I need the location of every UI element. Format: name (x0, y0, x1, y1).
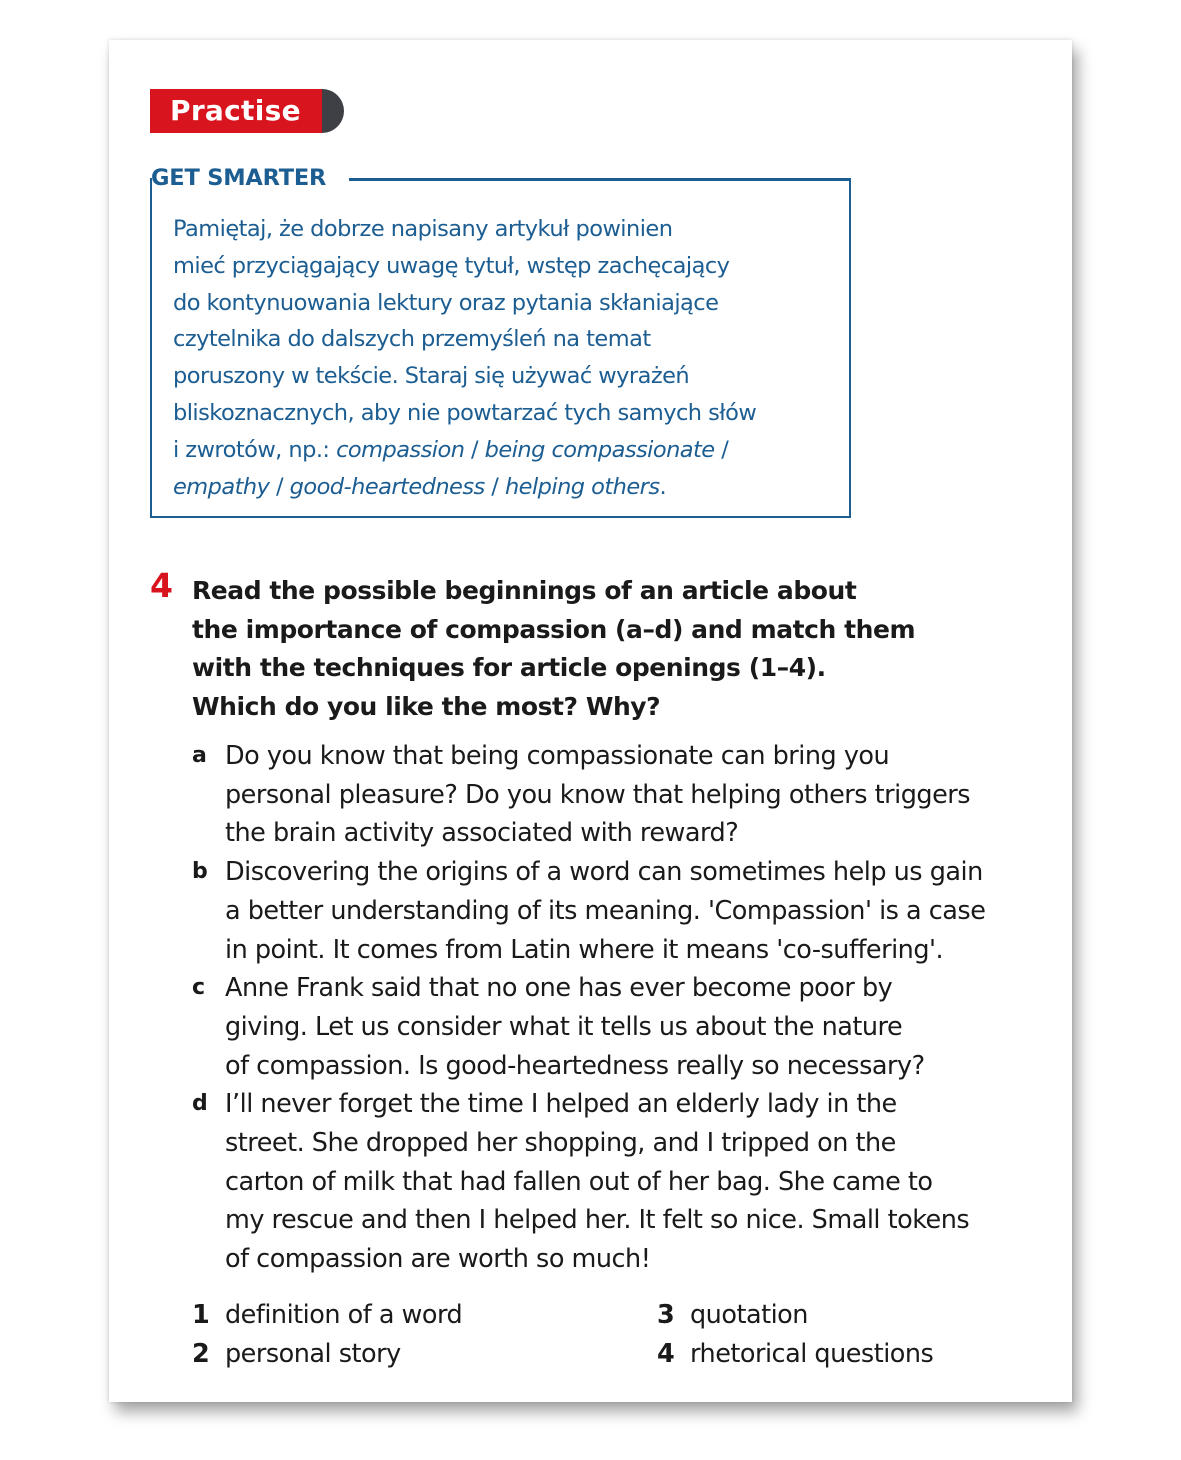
separator: / (269, 473, 290, 500)
exercise-number: 4 (150, 566, 173, 605)
option-line: carton of milk that had fallen out of her bag. She came to (225, 1166, 933, 1197)
technique-number: 4 (657, 1339, 675, 1369)
technique-label: definition of a word (225, 1300, 463, 1330)
technique-number: 2 (192, 1339, 210, 1369)
technique-item (192, 1335, 401, 1374)
option-line: in point. It comes from Latin where it means 'co-suffering'. (225, 934, 944, 965)
example-phrase: helping others (504, 473, 660, 500)
option-line: the brain activity associated with reward? (225, 818, 739, 849)
instruction-line: Read the possible beginnings of an article about (192, 576, 857, 605)
option-c (192, 969, 1052, 1085)
option-line: giving. Let us consider what it tells us about the nature (225, 1011, 903, 1042)
get-smarter-title: GET SMARTER (151, 165, 327, 191)
get-smarter-text (173, 211, 853, 505)
tip-line: czytelnika do dalszych przemyśleń na temat (173, 326, 651, 353)
option-line: of compassion. Is good-heartedness really so necessary? (225, 1050, 925, 1081)
tip-line-examples (173, 469, 853, 506)
instruction-line: the importance of compassion (a–d) and match them (192, 614, 916, 644)
option-line: Anne Frank said that no one has ever become poor by (225, 973, 893, 1004)
option-line: personal pleasure? Do you know that helping others triggers (225, 779, 971, 810)
tip-line-examples (173, 432, 853, 469)
practise-badge (150, 89, 344, 133)
option-letter: b (192, 859, 208, 885)
badge-label: Practise (150, 89, 322, 133)
tip-text: i zwrotów, np.: (173, 436, 337, 463)
technique-number: 3 (657, 1300, 675, 1330)
separator: / (714, 436, 729, 463)
option-line: Do you know that being compassionate can bring you (225, 741, 890, 771)
option-a (192, 737, 1052, 853)
option-letter: a (192, 743, 207, 768)
example-phrase: compassion (336, 436, 465, 463)
get-smarter-top-border (349, 178, 851, 181)
option-d (192, 1085, 1052, 1279)
option-b (192, 853, 1052, 969)
technique-label: personal story (225, 1339, 401, 1369)
separator: / (484, 473, 505, 500)
technique-label: rhetorical questions (690, 1339, 934, 1369)
option-letter: c (192, 975, 205, 1001)
option-line: Discovering the origins of a word can sometimes help us gain (225, 857, 983, 888)
option-line: my rescue and then I helped her. It felt so nice. Small tokens (225, 1205, 970, 1236)
separator: / (464, 436, 485, 463)
example-phrase: good-heartedness (289, 473, 485, 500)
option-line: a better understanding of its meaning. 'Compassion' is a case (225, 895, 986, 926)
instruction-line: Which do you like the most? Why? (192, 692, 661, 722)
tip-line: do kontynuowania lektury oraz pytania skłaniające (173, 289, 719, 316)
option-line: of compassion are worth so much! (225, 1244, 651, 1275)
textbook-page (109, 40, 1072, 1402)
tip-text: . (659, 473, 667, 500)
technique-item (657, 1296, 808, 1335)
example-phrase: empathy (173, 473, 270, 500)
technique-number: 1 (192, 1300, 210, 1330)
technique-item (192, 1296, 462, 1335)
instruction-line: with the techniques for article openings (1–4). (192, 653, 826, 683)
option-line: street. She dropped her shopping, and I tripped on the (225, 1128, 896, 1159)
example-phrase: being compassionate (484, 436, 715, 463)
tip-line: Pamiętaj, że dobrze napisany artykuł powinien (173, 216, 673, 242)
tip-line: poruszony w tekście. Staraj się używać wyrażeń (173, 363, 690, 390)
exercise-instruction (192, 572, 992, 727)
technique-label: quotation (690, 1300, 808, 1330)
technique-item (657, 1335, 933, 1374)
option-letter: d (192, 1091, 208, 1117)
tip-line: bliskoznacznych, aby nie powtarzać tych samych słów (173, 399, 757, 426)
article-beginnings-list (192, 737, 1052, 1279)
tip-line: mieć przyciągający uwagę tytuł, wstęp zachęcający (173, 252, 730, 279)
option-line: I’ll never forget the time I helped an elderly lady in the (225, 1089, 897, 1120)
